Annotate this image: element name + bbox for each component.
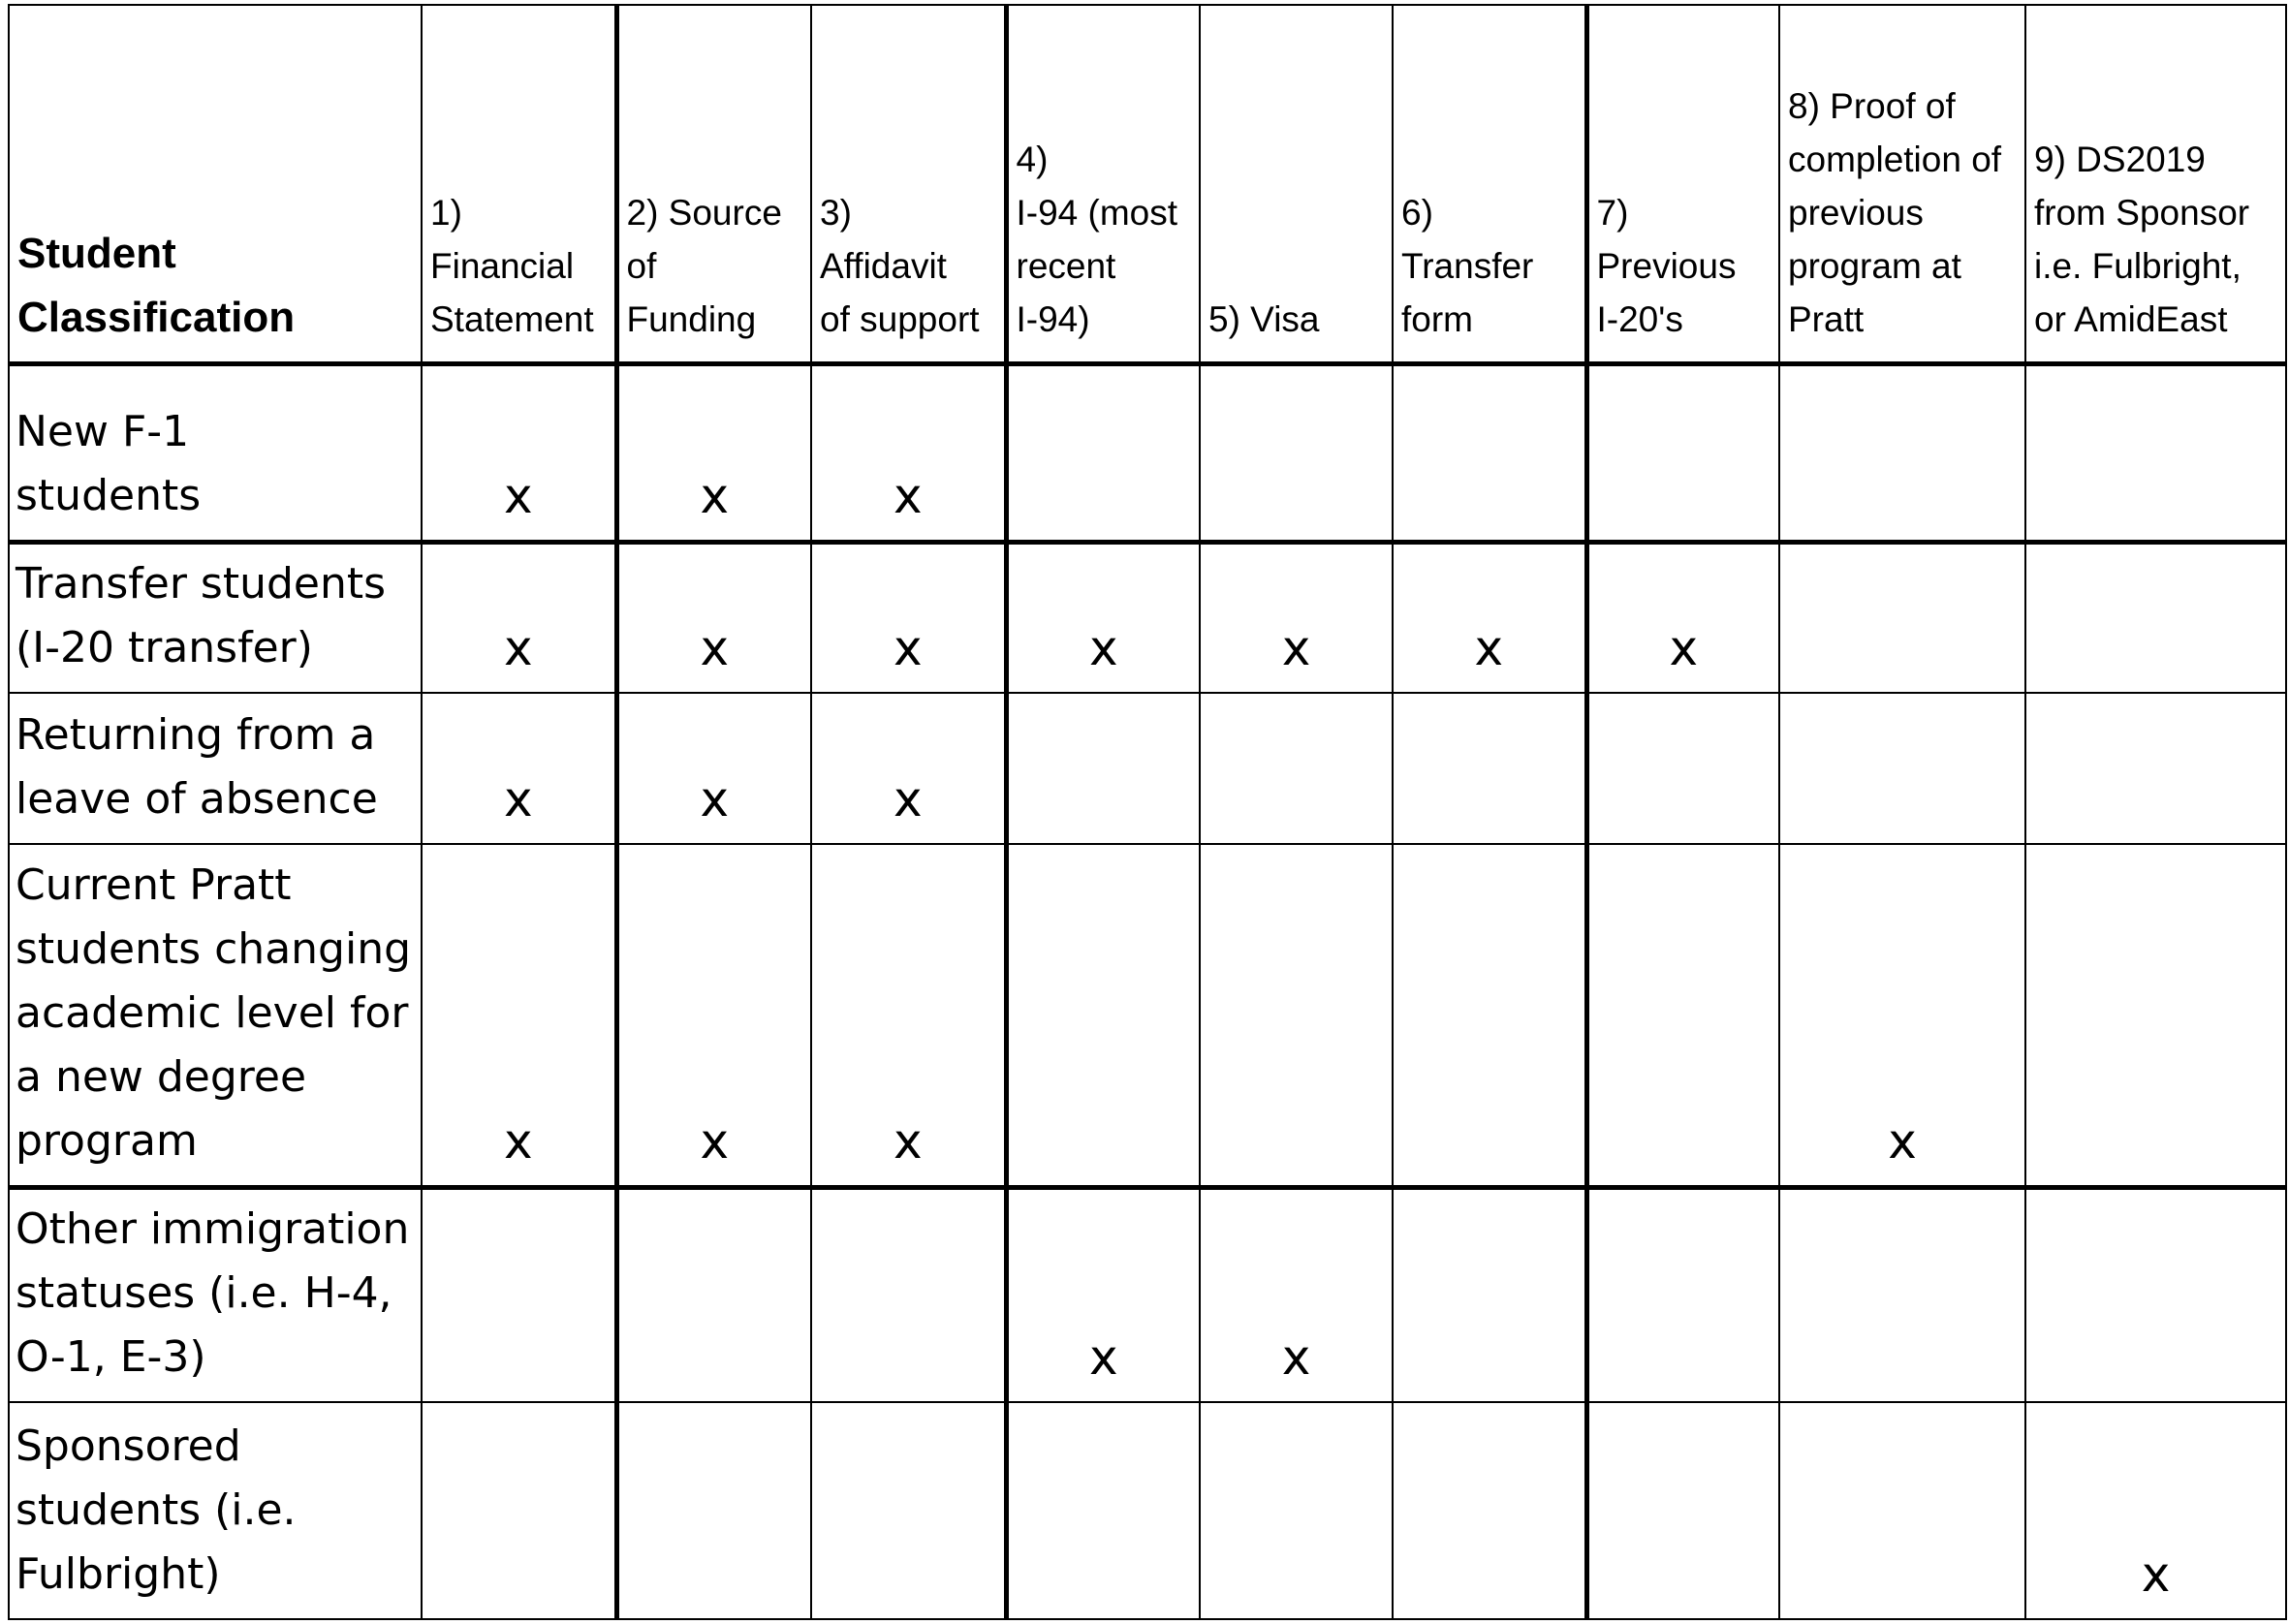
check-cell: x (811, 844, 1006, 1187)
check-cell (1393, 363, 1586, 542)
check-cell (1586, 693, 1779, 844)
check-cell (1586, 1402, 1779, 1619)
table-row (9, 844, 2286, 1187)
check-cell: x (422, 693, 616, 844)
check-cell (1393, 693, 1586, 844)
check-cell (1779, 1402, 2025, 1619)
row-label-sponsored: Sponsored students (i.e. Fulbright) (9, 1402, 422, 1619)
table-row (9, 1187, 2286, 1402)
check-cell: x (1200, 542, 1393, 693)
row-label-returning: Returning from a leave of absence (9, 693, 422, 844)
check-cell (1200, 844, 1393, 1187)
check-cell (1586, 1187, 1779, 1402)
check-cell: x (616, 363, 811, 542)
check-cell: x (811, 693, 1006, 844)
check-cell: x (2025, 1402, 2286, 1619)
header-financial-statement: 1) Financial Statement (422, 5, 616, 363)
check-cell (2025, 363, 2286, 542)
table-row (9, 542, 2286, 693)
check-cell (811, 1402, 1006, 1619)
row-label-new-f1: New F-1 students (9, 363, 422, 542)
check-cell (1393, 844, 1586, 1187)
table-row (9, 1402, 2286, 1619)
check-cell: x (1586, 542, 1779, 693)
check-cell: x (1779, 844, 2025, 1187)
check-cell (1393, 1402, 1586, 1619)
table-row (9, 693, 2286, 844)
header-transfer-form: 6) Transfer form (1393, 5, 1586, 363)
row-label-other-immigration: Other immigration statuses (i.e. H-4, O-1, E-3) (9, 1187, 422, 1402)
check-cell (422, 1402, 616, 1619)
header-visa: 5) Visa (1200, 5, 1393, 363)
check-cell (1200, 693, 1393, 844)
check-cell: x (1200, 1187, 1393, 1402)
check-cell (1006, 693, 1200, 844)
check-cell: x (616, 844, 811, 1187)
check-cell (811, 1187, 1006, 1402)
check-cell: x (1006, 1187, 1200, 1402)
check-cell (1006, 844, 1200, 1187)
check-cell: x (811, 363, 1006, 542)
header-previous-i20s: 7) Previous I-20's (1586, 5, 1779, 363)
check-cell (616, 1402, 811, 1619)
check-cell (1200, 363, 1393, 542)
check-cell: x (616, 693, 811, 844)
header-ds2019: 9) DS2019 from Sponsor i.e. Fulbright, or AmidEast (2025, 5, 2286, 363)
check-cell (1779, 693, 2025, 844)
check-cell (422, 1187, 616, 1402)
check-cell (1200, 1402, 1393, 1619)
header-proof-of-completion: 8) Proof of completion of previous program at Pratt (1779, 5, 2025, 363)
check-cell: x (422, 542, 616, 693)
check-cell: x (616, 542, 811, 693)
check-cell (1586, 363, 1779, 542)
check-cell (2025, 542, 2286, 693)
check-cell (1006, 1402, 1200, 1619)
header-student-classification: Student Classification (9, 5, 422, 363)
header-i94: 4) I-94 (most recent I-94) (1006, 5, 1200, 363)
check-cell: x (1006, 542, 1200, 693)
table-row (9, 363, 2286, 542)
check-cell (1393, 1187, 1586, 1402)
check-cell: x (422, 363, 616, 542)
check-cell: x (811, 542, 1006, 693)
header-row (9, 5, 2286, 363)
check-cell (2025, 693, 2286, 844)
check-cell (1779, 542, 2025, 693)
requirements-table (8, 4, 2287, 1620)
check-cell (2025, 844, 2286, 1187)
header-affidavit-of-support: 3) Affidavit of support (811, 5, 1006, 363)
check-cell (1779, 1187, 2025, 1402)
check-cell (2025, 1187, 2286, 1402)
check-cell: x (1393, 542, 1586, 693)
check-cell (616, 1187, 811, 1402)
row-label-current-pratt: Current Pratt students changing academic level for a new degree program (9, 844, 422, 1187)
check-cell (1779, 363, 2025, 542)
check-cell (1586, 844, 1779, 1187)
row-label-transfer: Transfer students (I-20 transfer) (9, 542, 422, 693)
header-source-of-funding: 2) Source of Funding (616, 5, 811, 363)
check-cell: x (422, 844, 616, 1187)
check-cell (1006, 363, 1200, 542)
